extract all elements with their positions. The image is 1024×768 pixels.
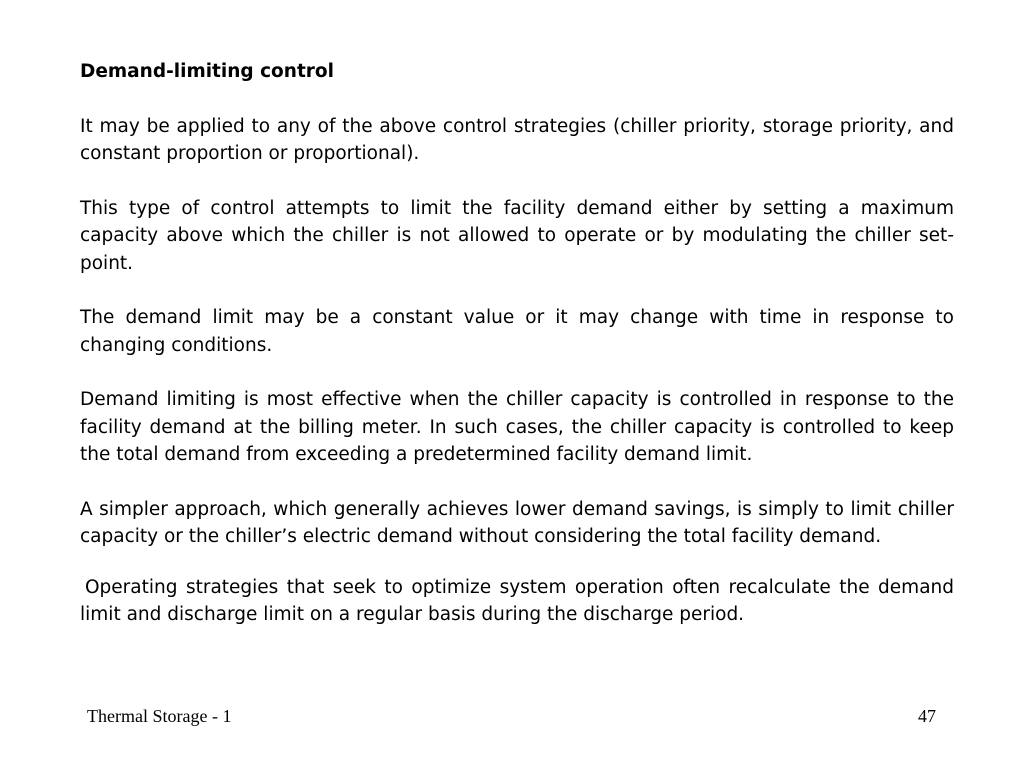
paragraph-2: This type of control attempts to limit the facility demand either by setting a maximum capacity above which the chiller is not allowed to operate or by modulating the chiller set-point.	[80, 197, 954, 274]
paragraph-6: Operating strategies that seek to optimize system operation often recalculate the demand limit and discharge limit on a regular basis during the discharge period.	[80, 576, 954, 625]
footer-title: Thermal Storage - 1	[87, 706, 232, 726]
paragraph-1: It may be applied to any of the above control strategies (chiller priority, storage priority, and constant proportion or proportional).	[80, 115, 954, 164]
paragraph-5: A simpler approach, which generally achieves lower demand savings, is simply to limit chiller capacity or the chiller’s electric demand without considering the total facility demand.	[80, 498, 954, 547]
paragraph-4: Demand limiting is most effective when the chiller capacity is controlled in response to the facility demand at the billing meter. In such cases, the chiller capacity is controlled to keep the total demand from exceeding a predetermined facility demand limit.	[80, 389, 954, 465]
slide-heading: Demand-limiting control	[80, 61, 334, 82]
page-number: 47	[918, 706, 936, 726]
paragraph-3: The demand limit may be a constant value or it may change with time in response to changing conditions.	[80, 307, 954, 356]
slide-content	[80, 58, 954, 629]
